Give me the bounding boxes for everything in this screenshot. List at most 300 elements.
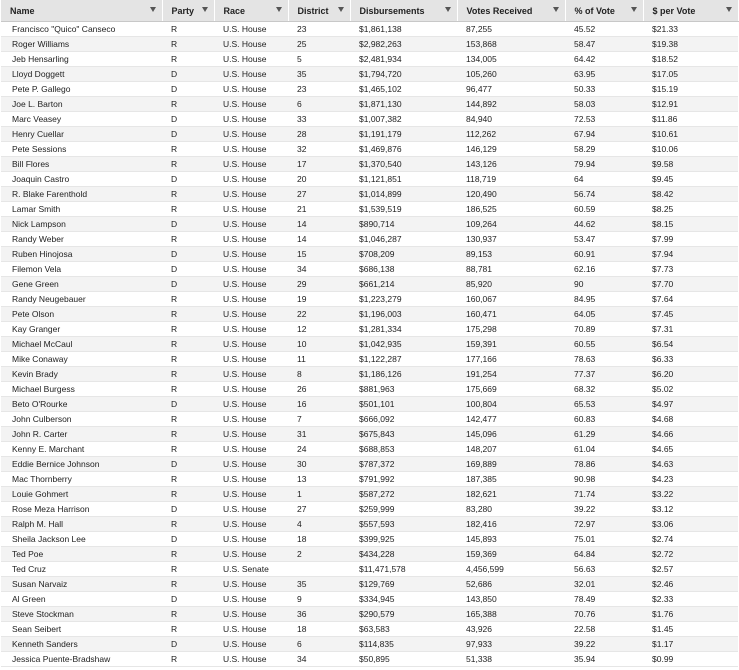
cell-district: 11: [288, 352, 350, 367]
cell-pct: 61.04: [565, 442, 643, 457]
cell-party: R: [162, 607, 214, 622]
table-row: [1, 382, 738, 397]
cell-pct: 84.95: [565, 292, 643, 307]
cell-name: Filemon Vela: [1, 262, 162, 277]
table-row: [1, 37, 738, 52]
cell-district: 6: [288, 637, 350, 652]
cell-pct: 58.03: [565, 97, 643, 112]
cell-race: U.S. House: [214, 112, 288, 127]
cell-disbursements: $688,853: [350, 442, 457, 457]
cell-pct: 62.16: [565, 262, 643, 277]
cell-party: R: [162, 337, 214, 352]
cell-per_vote: $7.94: [643, 247, 738, 262]
cell-per_vote: $9.45: [643, 172, 738, 187]
cell-disbursements: $1,794,720: [350, 67, 457, 82]
column-header-votes[interactable]: [457, 0, 565, 22]
table-row: [1, 187, 738, 202]
cell-name: Jessica Puente-Bradshaw: [1, 652, 162, 667]
table-row: [1, 397, 738, 412]
cell-votes: 145,893: [457, 532, 565, 547]
table-row: [1, 67, 738, 82]
cell-district: 18: [288, 622, 350, 637]
cell-per_vote: $21.33: [643, 22, 738, 37]
cell-name: John Culberson: [1, 412, 162, 427]
cell-votes: 159,391: [457, 337, 565, 352]
cell-disbursements: $399,925: [350, 532, 457, 547]
cell-district: 36: [288, 607, 350, 622]
cell-pct: 39.22: [565, 502, 643, 517]
cell-pct: 70.76: [565, 607, 643, 622]
column-header-party[interactable]: [162, 0, 214, 22]
cell-votes: 97,933: [457, 637, 565, 652]
table-row: [1, 112, 738, 127]
cell-per_vote: $4.97: [643, 397, 738, 412]
cell-name: Pete Sessions: [1, 142, 162, 157]
cell-per_vote: $2.57: [643, 562, 738, 577]
table-row: [1, 352, 738, 367]
cell-votes: 182,416: [457, 517, 565, 532]
cell-name: Susan Narvaiz: [1, 577, 162, 592]
cell-district: 8: [288, 367, 350, 382]
cell-race: U.S. House: [214, 247, 288, 262]
cell-pct: 78.49: [565, 592, 643, 607]
cell-district: 31: [288, 427, 350, 442]
cell-name: John R. Carter: [1, 427, 162, 442]
cell-name: Steve Stockman: [1, 607, 162, 622]
cell-race: U.S. House: [214, 382, 288, 397]
cell-per_vote: $17.05: [643, 67, 738, 82]
cell-votes: 169,889: [457, 457, 565, 472]
cell-party: D: [162, 247, 214, 262]
table-row: [1, 502, 738, 517]
cell-disbursements: $334,945: [350, 592, 457, 607]
cell-pct: 70.89: [565, 322, 643, 337]
cell-disbursements: $1,469,876: [350, 142, 457, 157]
cell-votes: 105,260: [457, 67, 565, 82]
cell-pct: 64.05: [565, 307, 643, 322]
cell-per_vote: $2.33: [643, 592, 738, 607]
cell-district: 30: [288, 457, 350, 472]
cell-race: U.S. House: [214, 232, 288, 247]
column-header-disbursements[interactable]: [350, 0, 457, 22]
cell-disbursements: $129,769: [350, 577, 457, 592]
cell-pct: 75.01: [565, 532, 643, 547]
cell-district: 33: [288, 112, 350, 127]
cell-party: R: [162, 487, 214, 502]
cell-votes: 83,280: [457, 502, 565, 517]
cell-votes: 177,166: [457, 352, 565, 367]
cell-district: 24: [288, 442, 350, 457]
cell-votes: 100,804: [457, 397, 565, 412]
cell-per_vote: $6.20: [643, 367, 738, 382]
cell-name: Michael Burgess: [1, 382, 162, 397]
cell-district: 27: [288, 187, 350, 202]
table-row: [1, 127, 738, 142]
column-header-label: Party: [171, 5, 195, 16]
cell-name: Kenneth Sanders: [1, 637, 162, 652]
cell-name: Eddie Bernice Johnson: [1, 457, 162, 472]
sort-arrow-icon[interactable]: [445, 7, 451, 12]
cell-party: D: [162, 502, 214, 517]
cell-district: 35: [288, 577, 350, 592]
cell-district: 15: [288, 247, 350, 262]
cell-race: U.S. Senate: [214, 562, 288, 577]
cell-district: 34: [288, 652, 350, 667]
cell-district: [288, 562, 350, 577]
cell-per_vote: $19.38: [643, 37, 738, 52]
cell-votes: 87,255: [457, 22, 565, 37]
column-header-district[interactable]: [288, 0, 350, 22]
sort-arrow-icon[interactable]: [150, 7, 156, 12]
cell-name: Lloyd Doggett: [1, 67, 162, 82]
cell-disbursements: $666,092: [350, 412, 457, 427]
cell-pct: 68.32: [565, 382, 643, 397]
cell-race: U.S. House: [214, 622, 288, 637]
cell-district: 18: [288, 532, 350, 547]
cell-disbursements: $661,214: [350, 277, 457, 292]
cell-pct: 60.91: [565, 247, 643, 262]
table-row: [1, 562, 738, 577]
cell-race: U.S. House: [214, 127, 288, 142]
cell-votes: 89,153: [457, 247, 565, 262]
table-row: [1, 262, 738, 277]
cell-per_vote: $4.68: [643, 412, 738, 427]
cell-votes: 143,850: [457, 592, 565, 607]
cell-pct: 45.52: [565, 22, 643, 37]
cell-per_vote: $15.19: [643, 82, 738, 97]
cell-party: D: [162, 397, 214, 412]
table-row: [1, 517, 738, 532]
table-row: [1, 457, 738, 472]
cell-party: R: [162, 547, 214, 562]
cell-disbursements: $63,583: [350, 622, 457, 637]
cell-race: U.S. House: [214, 142, 288, 157]
cell-district: 13: [288, 472, 350, 487]
cell-name: Francisco "Quico" Canseco: [1, 22, 162, 37]
cell-disbursements: $890,714: [350, 217, 457, 232]
sort-arrow-icon[interactable]: [631, 7, 637, 12]
cell-race: U.S. House: [214, 307, 288, 322]
cell-district: 7: [288, 412, 350, 427]
cell-per_vote: $1.76: [643, 607, 738, 622]
cell-district: 2: [288, 547, 350, 562]
cell-per_vote: $7.73: [643, 262, 738, 277]
cell-party: R: [162, 232, 214, 247]
cell-pct: 39.22: [565, 637, 643, 652]
cell-per_vote: $3.06: [643, 517, 738, 532]
cell-disbursements: $1,223,279: [350, 292, 457, 307]
table-row: [1, 412, 738, 427]
cell-votes: 43,926: [457, 622, 565, 637]
table-row: [1, 217, 738, 232]
cell-party: R: [162, 622, 214, 637]
column-header-name[interactable]: [1, 0, 162, 22]
cell-party: D: [162, 262, 214, 277]
cell-pct: 64: [565, 172, 643, 187]
cell-name: Kay Granger: [1, 322, 162, 337]
table-row: [1, 637, 738, 652]
cell-disbursements: $1,370,540: [350, 157, 457, 172]
cell-district: 12: [288, 322, 350, 337]
cell-party: D: [162, 67, 214, 82]
cell-votes: 146,129: [457, 142, 565, 157]
table-row: [1, 202, 738, 217]
column-header-per_vote[interactable]: [643, 0, 738, 22]
column-header-label: Name: [10, 5, 35, 16]
cell-party: D: [162, 532, 214, 547]
cell-party: R: [162, 322, 214, 337]
cell-race: U.S. House: [214, 592, 288, 607]
cell-pct: 60.55: [565, 337, 643, 352]
table-row: [1, 247, 738, 262]
cell-per_vote: $4.23: [643, 472, 738, 487]
sort-arrow-icon[interactable]: [202, 7, 208, 12]
cell-per_vote: $7.99: [643, 232, 738, 247]
cell-per_vote: $10.61: [643, 127, 738, 142]
cell-votes: 145,096: [457, 427, 565, 442]
cell-name: Mac Thornberry: [1, 472, 162, 487]
cell-district: 32: [288, 142, 350, 157]
cell-pct: 78.63: [565, 352, 643, 367]
cell-district: 14: [288, 217, 350, 232]
cell-votes: 52,686: [457, 577, 565, 592]
sort-arrow-icon[interactable]: [276, 7, 282, 12]
sort-arrow-icon[interactable]: [553, 7, 559, 12]
cell-race: U.S. House: [214, 322, 288, 337]
cell-race: U.S. House: [214, 427, 288, 442]
column-header-label: Disbursements: [359, 5, 425, 16]
table-row: [1, 652, 738, 667]
cell-party: R: [162, 367, 214, 382]
cell-race: U.S. House: [214, 97, 288, 112]
cell-disbursements: $787,372: [350, 457, 457, 472]
cell-district: 5: [288, 52, 350, 67]
cell-disbursements: $708,209: [350, 247, 457, 262]
table-row: [1, 487, 738, 502]
cell-name: Kevin Brady: [1, 367, 162, 382]
cell-votes: 182,621: [457, 487, 565, 502]
cell-name: Ted Cruz: [1, 562, 162, 577]
cell-race: U.S. House: [214, 367, 288, 382]
cell-votes: 175,669: [457, 382, 565, 397]
cell-per_vote: $5.02: [643, 382, 738, 397]
cell-pct: 79.94: [565, 157, 643, 172]
cell-per_vote: $12.91: [643, 97, 738, 112]
cell-pct: 72.97: [565, 517, 643, 532]
cell-per_vote: $10.06: [643, 142, 738, 157]
cell-name: Sean Seibert: [1, 622, 162, 637]
table-row: [1, 277, 738, 292]
table-row: [1, 307, 738, 322]
cell-race: U.S. House: [214, 217, 288, 232]
cell-disbursements: $50,895: [350, 652, 457, 667]
cell-pct: 77.37: [565, 367, 643, 382]
cell-district: 9: [288, 592, 350, 607]
cell-party: D: [162, 277, 214, 292]
cell-votes: 51,338: [457, 652, 565, 667]
cell-pct: 67.94: [565, 127, 643, 142]
cell-per_vote: $11.86: [643, 112, 738, 127]
cell-votes: 144,892: [457, 97, 565, 112]
cell-race: U.S. House: [214, 607, 288, 622]
cell-race: U.S. House: [214, 637, 288, 652]
cell-district: 1: [288, 487, 350, 502]
cell-race: U.S. House: [214, 397, 288, 412]
cell-party: R: [162, 472, 214, 487]
cell-party: D: [162, 637, 214, 652]
cell-district: 20: [288, 172, 350, 187]
cell-pct: 58.29: [565, 142, 643, 157]
cell-per_vote: $4.66: [643, 427, 738, 442]
cell-name: R. Blake Farenthold: [1, 187, 162, 202]
table-row: [1, 322, 738, 337]
header-row: [1, 0, 738, 22]
cell-race: U.S. House: [214, 532, 288, 547]
cell-pct: 71.74: [565, 487, 643, 502]
table-row: [1, 22, 738, 37]
cell-per_vote: $9.58: [643, 157, 738, 172]
cell-name: Rose Meza Harrison: [1, 502, 162, 517]
cell-pct: 72.53: [565, 112, 643, 127]
cell-pct: 32.01: [565, 577, 643, 592]
cell-votes: 191,254: [457, 367, 565, 382]
cell-disbursements: $434,228: [350, 547, 457, 562]
cell-district: 4: [288, 517, 350, 532]
cell-pct: 64.84: [565, 547, 643, 562]
table-row: [1, 292, 738, 307]
cell-name: Mike Conaway: [1, 352, 162, 367]
cell-per_vote: $8.25: [643, 202, 738, 217]
cell-votes: 175,298: [457, 322, 565, 337]
cell-district: 22: [288, 307, 350, 322]
sort-arrow-icon[interactable]: [726, 7, 732, 12]
cell-name: Lamar Smith: [1, 202, 162, 217]
cell-disbursements: $1,196,003: [350, 307, 457, 322]
table-row: [1, 337, 738, 352]
cell-disbursements: $290,579: [350, 607, 457, 622]
cell-per_vote: $1.17: [643, 637, 738, 652]
cell-votes: 84,940: [457, 112, 565, 127]
cell-disbursements: $1,191,179: [350, 127, 457, 142]
table-row: [1, 367, 738, 382]
cell-disbursements: $1,186,126: [350, 367, 457, 382]
cell-district: 6: [288, 97, 350, 112]
cell-party: R: [162, 577, 214, 592]
table-row: [1, 82, 738, 97]
cell-race: U.S. House: [214, 577, 288, 592]
cell-race: U.S. House: [214, 337, 288, 352]
cell-votes: 142,477: [457, 412, 565, 427]
cell-race: U.S. House: [214, 202, 288, 217]
cell-disbursements: $1,465,102: [350, 82, 457, 97]
cell-party: D: [162, 172, 214, 187]
cell-disbursements: $2,481,934: [350, 52, 457, 67]
cell-name: Joe L. Barton: [1, 97, 162, 112]
cell-name: Louie Gohmert: [1, 487, 162, 502]
cell-party: D: [162, 112, 214, 127]
cell-pct: 78.86: [565, 457, 643, 472]
cell-disbursements: $791,992: [350, 472, 457, 487]
cell-disbursements: $1,014,899: [350, 187, 457, 202]
campaign-spending-table: [1, 0, 739, 667]
cell-district: 28: [288, 127, 350, 142]
cell-race: U.S. House: [214, 67, 288, 82]
cell-disbursements: $1,046,287: [350, 232, 457, 247]
cell-pct: 44.62: [565, 217, 643, 232]
cell-disbursements: $11,471,578: [350, 562, 457, 577]
cell-race: U.S. House: [214, 652, 288, 667]
cell-disbursements: $501,101: [350, 397, 457, 412]
cell-votes: 4,456,599: [457, 562, 565, 577]
cell-name: Joaquin Castro: [1, 172, 162, 187]
cell-race: U.S. House: [214, 157, 288, 172]
cell-party: R: [162, 427, 214, 442]
cell-race: U.S. House: [214, 472, 288, 487]
cell-race: U.S. House: [214, 547, 288, 562]
table-row: [1, 97, 738, 112]
cell-name: Henry Cuellar: [1, 127, 162, 142]
sort-arrow-icon[interactable]: [338, 7, 344, 12]
column-header-label: Votes Received: [466, 5, 533, 16]
cell-district: 21: [288, 202, 350, 217]
table-row: [1, 592, 738, 607]
cell-party: R: [162, 187, 214, 202]
cell-pct: 90.98: [565, 472, 643, 487]
cell-race: U.S. House: [214, 352, 288, 367]
cell-party: D: [162, 457, 214, 472]
cell-per_vote: $1.45: [643, 622, 738, 637]
cell-party: R: [162, 157, 214, 172]
table-row: [1, 607, 738, 622]
cell-votes: 112,262: [457, 127, 565, 142]
table-row: [1, 157, 738, 172]
cell-per_vote: $4.65: [643, 442, 738, 457]
column-header-race[interactable]: [214, 0, 288, 22]
cell-name: Pete P. Gallego: [1, 82, 162, 97]
cell-party: R: [162, 382, 214, 397]
cell-pct: 58.47: [565, 37, 643, 52]
cell-party: D: [162, 82, 214, 97]
cell-votes: 109,264: [457, 217, 565, 232]
cell-name: Ralph M. Hall: [1, 517, 162, 532]
cell-pct: 63.95: [565, 67, 643, 82]
cell-race: U.S. House: [214, 52, 288, 67]
cell-per_vote: $6.33: [643, 352, 738, 367]
cell-district: 25: [288, 37, 350, 52]
cell-disbursements: $587,272: [350, 487, 457, 502]
cell-pct: 50.33: [565, 82, 643, 97]
cell-party: R: [162, 202, 214, 217]
table-row: [1, 172, 738, 187]
cell-per_vote: $6.54: [643, 337, 738, 352]
cell-district: 14: [288, 232, 350, 247]
cell-per_vote: $7.64: [643, 292, 738, 307]
cell-per_vote: $2.74: [643, 532, 738, 547]
column-header-label: $ per Vote: [652, 5, 696, 16]
cell-name: Bill Flores: [1, 157, 162, 172]
cell-race: U.S. House: [214, 82, 288, 97]
cell-district: 23: [288, 82, 350, 97]
cell-race: U.S. House: [214, 187, 288, 202]
cell-pct: 22.58: [565, 622, 643, 637]
column-header-pct[interactable]: [565, 0, 643, 22]
cell-district: 34: [288, 262, 350, 277]
table-row: [1, 472, 738, 487]
cell-name: Sheila Jackson Lee: [1, 532, 162, 547]
cell-pct: 60.83: [565, 412, 643, 427]
cell-pct: 56.63: [565, 562, 643, 577]
cell-votes: 88,781: [457, 262, 565, 277]
